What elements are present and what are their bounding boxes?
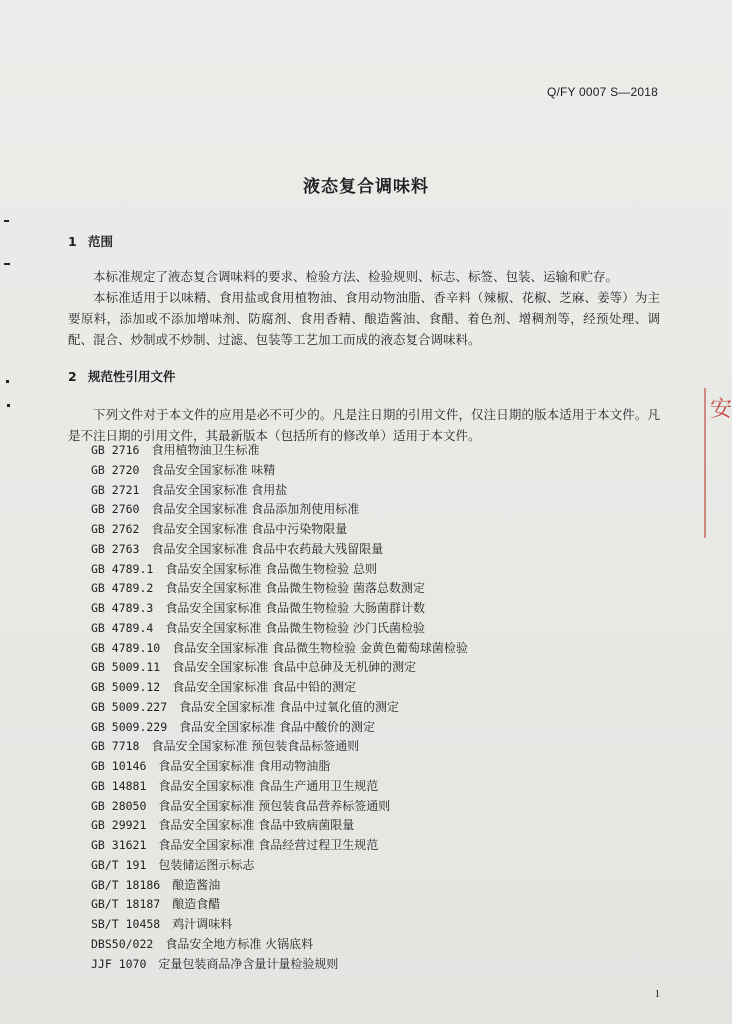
reference-item bbox=[91, 579, 468, 599]
reference-title: 食品安全国家标准 食品生产通用卫生规范 bbox=[158, 778, 379, 793]
reference-title: 食用植物油卫生标准 bbox=[151, 443, 260, 457]
reference-item bbox=[91, 698, 468, 718]
reference-code: JJF 1070 bbox=[91, 956, 147, 971]
reference-title: 定量包装商品净含量计量检验规则 bbox=[158, 956, 339, 971]
reference-item bbox=[91, 599, 468, 619]
reference-item bbox=[91, 540, 468, 560]
reference-code: GB/T 191 bbox=[91, 857, 147, 872]
reference-title: 食品安全国家标准 食品微生物检验 金黄色葡萄球菌检验 bbox=[172, 640, 468, 655]
section-1-paragraph-1: 本标准规定了液态复合调味料的要求、检验方法、检验规则、标志、标签、包装、运输和贮存。 bbox=[93, 269, 619, 284]
reference-title: 食品安全国家标准 食品微生物检验 菌落总数测定 bbox=[165, 581, 425, 596]
reference-item bbox=[91, 757, 468, 777]
seal-stamp bbox=[704, 388, 732, 538]
seal-stamp-text: 安 bbox=[710, 397, 732, 422]
scan-mark bbox=[4, 220, 9, 222]
reference-title: 食品安全国家标准 食品经营过程卫生规范 bbox=[158, 838, 379, 852]
reference-title: 鸡汁调味料 bbox=[172, 917, 233, 931]
reference-title: 食品安全国家标准 预包装食品营养标签通则 bbox=[158, 798, 391, 813]
reference-code: GB 31621 bbox=[91, 838, 147, 852]
reference-list bbox=[91, 441, 468, 974]
reference-title: 食品安全国家标准 食用动物油脂 bbox=[158, 759, 331, 773]
reference-code: GB 4789.3 bbox=[91, 601, 154, 615]
reference-item bbox=[91, 520, 468, 540]
reference-code: GB 2720 bbox=[91, 462, 140, 477]
section-1-paragraph-2: 本标准适用于以味精、食用盐或食用植物油、食用动物油脂、香辛料（辣椒、花椒、芝麻、姜等）为主要原料，添加或不添加增味剂、防腐剂、食用香精、酿造酱油、食醋、着色剂、增稠剂等，经预处理、调配、混合、炒制或不炒制、过滤、包装等工艺加工而成的液态复合调味料。 bbox=[68, 290, 660, 347]
section-1-heading bbox=[68, 232, 113, 250]
reference-title: 食品安全国家标准 食品添加剂使用标准 bbox=[151, 502, 360, 517]
reference-code: GB 5009.12 bbox=[91, 680, 161, 694]
scan-mark bbox=[4, 263, 10, 265]
reference-item bbox=[91, 560, 468, 580]
reference-title: 食品安全国家标准 食品中污染物限量 bbox=[151, 522, 348, 536]
reference-item bbox=[91, 797, 468, 817]
document-title: 液态复合调味料 bbox=[303, 177, 429, 197]
reference-code: DBS50/022 bbox=[91, 936, 154, 951]
reference-item bbox=[91, 441, 468, 461]
page-number: 1 bbox=[654, 988, 660, 1000]
reference-title: 酿造酱油 bbox=[172, 877, 221, 892]
scan-mark bbox=[7, 404, 10, 407]
section-2-title: 规范性引用文件 bbox=[88, 369, 176, 384]
reference-title: 食品安全国家标准 食品中致病菌限量 bbox=[158, 818, 355, 833]
section-2-number: 2 bbox=[68, 369, 77, 384]
reference-title: 食品安全国家标准 食品中总砷及无机砷的测定 bbox=[172, 660, 417, 675]
reference-code: GB 5009.11 bbox=[91, 660, 161, 675]
reference-code: GB/T 18186 bbox=[91, 877, 161, 892]
reference-title: 食品安全国家标准 食品中过氧化值的测定 bbox=[179, 699, 399, 714]
reference-title: 食品安全国家标准 食品中酸价的测定 bbox=[179, 719, 375, 734]
reference-item bbox=[91, 658, 468, 678]
reference-code: GB 2763 bbox=[91, 541, 140, 556]
section-2-intro: 下列文件对于本文件的应用是必不可少的。凡是注日期的引用文件，仅注日期的版本适用于本文件。凡是不注日期的引用文件，其最新版本（包括所有的修改单）适用于本文件。 bbox=[68, 407, 660, 443]
section-1-number: 1 bbox=[68, 234, 77, 249]
reference-code: GB 2760 bbox=[91, 502, 140, 517]
reference-item bbox=[91, 915, 468, 935]
reference-title: 食品安全国家标准 食品微生物检验 总则 bbox=[165, 561, 377, 576]
reference-code: GB 4789.2 bbox=[91, 581, 154, 596]
reference-code: GB 5009.229 bbox=[91, 719, 168, 734]
reference-item bbox=[91, 876, 468, 896]
reference-code: GB 4789.10 bbox=[91, 640, 161, 655]
reference-code: GB 4789.1 bbox=[91, 561, 154, 576]
reference-title: 食品安全国家标准 预包装食品标签通则 bbox=[151, 739, 360, 754]
reference-code: GB 4789.4 bbox=[91, 620, 154, 635]
reference-title: 食品安全国家标准 食品微生物检验 大肠菌群计数 bbox=[165, 601, 425, 615]
reference-item bbox=[91, 777, 468, 797]
section-2-heading bbox=[68, 367, 176, 385]
reference-item bbox=[91, 678, 468, 698]
reference-item bbox=[91, 481, 468, 501]
reference-title: 食品安全国家标准 食品中铅的测定 bbox=[172, 680, 357, 694]
scan-mark bbox=[6, 380, 9, 383]
reference-item bbox=[91, 856, 468, 876]
reference-code: GB 2716 bbox=[91, 443, 140, 457]
reference-code: GB 7718 bbox=[91, 739, 140, 754]
reference-title: 食品安全国家标准 食品中农药最大残留限量 bbox=[151, 541, 384, 556]
reference-item bbox=[91, 461, 468, 481]
reference-code: SB/T 10458 bbox=[91, 917, 161, 931]
reference-title: 食品安全国家标准 味精 bbox=[151, 462, 276, 477]
reference-item bbox=[91, 737, 468, 757]
reference-title: 食品安全国家标准 食品微生物检验 沙门氏菌检验 bbox=[165, 620, 425, 635]
reference-item bbox=[91, 639, 468, 659]
reference-item bbox=[91, 500, 468, 520]
reference-item bbox=[91, 955, 468, 975]
reference-code: GB 28050 bbox=[91, 798, 147, 813]
reference-item bbox=[91, 935, 468, 955]
reference-code: GB 10146 bbox=[91, 759, 147, 773]
reference-title: 食品安全地方标准 火锅底料 bbox=[165, 936, 314, 951]
reference-title: 食品安全国家标准 食用盐 bbox=[151, 482, 288, 497]
section-1-title: 范围 bbox=[88, 234, 114, 249]
reference-code: GB 2721 bbox=[91, 482, 140, 497]
standard-code: Q/FY 0007 S—2018 bbox=[546, 85, 658, 99]
reference-title: 包装储运图示标志 bbox=[158, 857, 255, 872]
reference-code: GB 5009.227 bbox=[91, 699, 168, 714]
reference-code: GB/T 18187 bbox=[91, 897, 161, 912]
reference-title: 酿造食醋 bbox=[172, 897, 221, 912]
reference-code: GB 14881 bbox=[91, 778, 147, 793]
reference-item bbox=[91, 619, 468, 639]
reference-item bbox=[91, 816, 468, 836]
reference-item bbox=[91, 895, 468, 915]
reference-code: GB 29921 bbox=[91, 818, 147, 833]
reference-code: GB 2762 bbox=[91, 522, 140, 536]
reference-item bbox=[91, 836, 468, 856]
reference-item bbox=[91, 718, 468, 738]
